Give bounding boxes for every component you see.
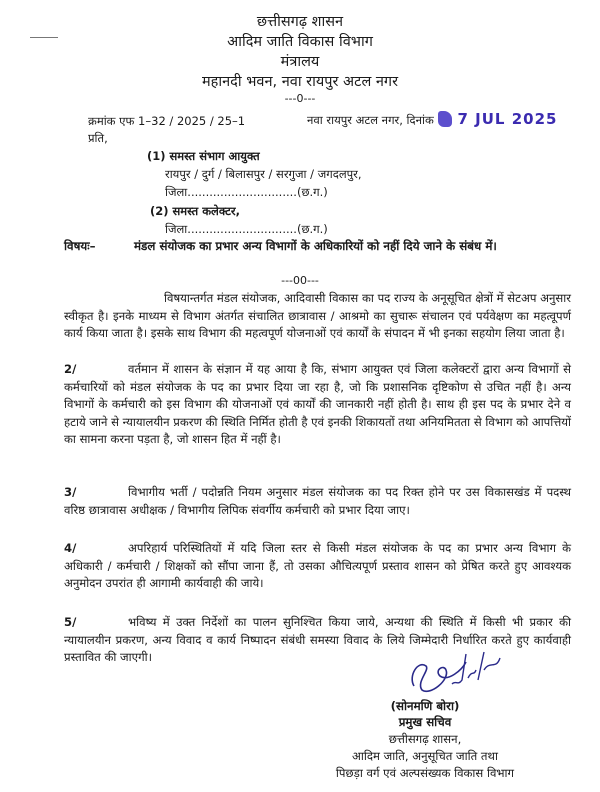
reference-number: क्रमांक एफ 1–32 / 2025 / 25–1	[88, 114, 246, 128]
office-line-1: छत्तीसगढ़ शासन,	[388, 732, 462, 746]
paragraph-2	[64, 361, 571, 449]
header-line-3: मंत्रालय	[280, 54, 320, 70]
paragraph-5-number: 5/	[64, 615, 77, 629]
recipient-1-district: जिला..............................(छ.ग.)	[165, 185, 328, 199]
recipient-2-district: जिला..............................(छ.ग.)	[165, 222, 328, 236]
paragraph-4-text: अपरिहार्य परिस्थितियों में यदि जिला स्तर से किसी मंडल संयोजक के पद का प्रभार अन्य विभाग के अधिकारी / कर्मचारी / शिक्षकों को सौंपा जाना हैं, तो उसका औचित्यपूर्ण प्रस्ताव शासन को प्रेषित करते हुए आवश्यक अनुमोदन उपरांत ही आगामी कार्यवाही की जाये।	[64, 541, 571, 590]
recipient-2-title: (2) समस्त कलेक्टर,	[150, 204, 240, 218]
paragraph-5-text: भविष्य में उक्त निर्देशों का पालन सुनिश्चित किया जाये, अन्यथा की स्थिति में किसी भी प्रकार की न्यायालयीन प्रकरण, अन्य विवाद व कार्य निष्पादन संबंधी समस्या विवाद के लिये जिम्मेदारी निर्धारित करते हुए कार्यवाही प्रस्तावित की जाएगी।	[64, 615, 571, 664]
stamp-ink-blot	[438, 111, 452, 127]
place-date	[307, 111, 557, 129]
signatory-designation: प्रमुख सचिव	[398, 715, 452, 729]
paragraph-1-text: विषयान्तर्गत मंडल संयोजक, आदिवासी विकास का पद राज्य के अनूसूचित क्षेत्रों में सेटअप अनुसार स्वीकृत है। इनके माध्यम से विभाग अंतर्गत संचालित छात्रावास / आश्रमो का सुचारू संचालन एवं पर्यवेक्षण का महत्वूपर्ण कार्य किया जाता है। इसके साथ विभाग की महत्वपूर्ण योजनाओं एवं कार्यों के संपादन में भी इनका सहयोग लिया जाता है।	[64, 291, 571, 340]
recipient-1-title: (1) समस्त संभाग आयुक्त	[147, 149, 260, 163]
office-line-3: पिछड़ा वर्ग एवं अल्पसंख्यक विकास विभाग	[335, 766, 515, 780]
header-line-1: छत्तीसगढ़ शासन	[256, 14, 344, 30]
paragraph-3-text: विभागीय भर्ती / पदोन्नति नियम अनुसार मंडल संयोजक का पद रिक्त होने पर उस विकासखंड में पदस्थ वरिष्ठ छात्रावास अधीक्षक / विभागीय लिपिक संवर्गीय कर्मचारी को प्रभार दिया जाए।	[64, 485, 571, 517]
office-line-2: आदिम जाति, अनुसूचित जाति तथा	[352, 749, 498, 763]
paragraph-2-text: वर्तमान में शासन के संज्ञान में यह आया है कि, संभाग आयुक्त एवं जिला कलेक्टरों द्वारा अन्य विभागों से कर्मचारियों को मंडल संयोजक के पद का प्रभार दिया जा रहा है, जो कि प्रशासनिक दृष्टिकोण से उचित नहीं है। अन्य विभागों के कर्मचारी को इस विभाग की योजनाओं एवं कार्यों की जानकारी नहीं होती है। साथ ही इस पद के प्रभार देने व हटाये जाने से न्यायालयीन प्रकरण की स्थिति निर्मित होती है एवं इनकी शिकायतों तथा अनियमितता से विभाग को आपत्तियों का सामना करना पड़ता है, जो शासन हित में नहीं है।	[64, 362, 571, 446]
subject-text: मंडल संयोजक का प्रभार अन्य विभागों के अधिकारियों को नहीं दिये जाने के संबंध में।	[134, 239, 497, 253]
header-line-4: महानदी भवन, नवा रायपुर अटल नगर	[201, 74, 399, 90]
letterhead	[0, 12, 600, 105]
header-line-2: आदिम जाति विकास विभाग	[227, 34, 373, 50]
subject-label: विषयः–	[64, 239, 96, 253]
recipient-1-places: रायपुर / दुर्ग / बिलासपुर / सरगुजा / जगदलपुर,	[165, 167, 362, 181]
signature-block	[330, 698, 520, 730]
paragraph-2-number: 2/	[64, 362, 77, 376]
paragraph-3-number: 3/	[64, 485, 77, 499]
place-date-label: नवा रायपुर अटल नगर, दिनांक	[307, 113, 434, 127]
signatory-office	[300, 731, 550, 782]
date-stamp: 7 JUL 2025	[457, 110, 558, 128]
header-separator: ---0---	[284, 92, 316, 105]
paragraph-1	[64, 290, 571, 343]
signatory-name: (सोनमणि बोरा)	[390, 699, 460, 713]
paragraph-4	[64, 540, 571, 593]
separator-2: ---00---	[281, 274, 319, 287]
paragraph-3	[64, 484, 571, 519]
to-label: प्रति,	[88, 131, 108, 145]
paragraph-4-number: 4/	[64, 541, 77, 555]
signature-image	[400, 640, 510, 700]
